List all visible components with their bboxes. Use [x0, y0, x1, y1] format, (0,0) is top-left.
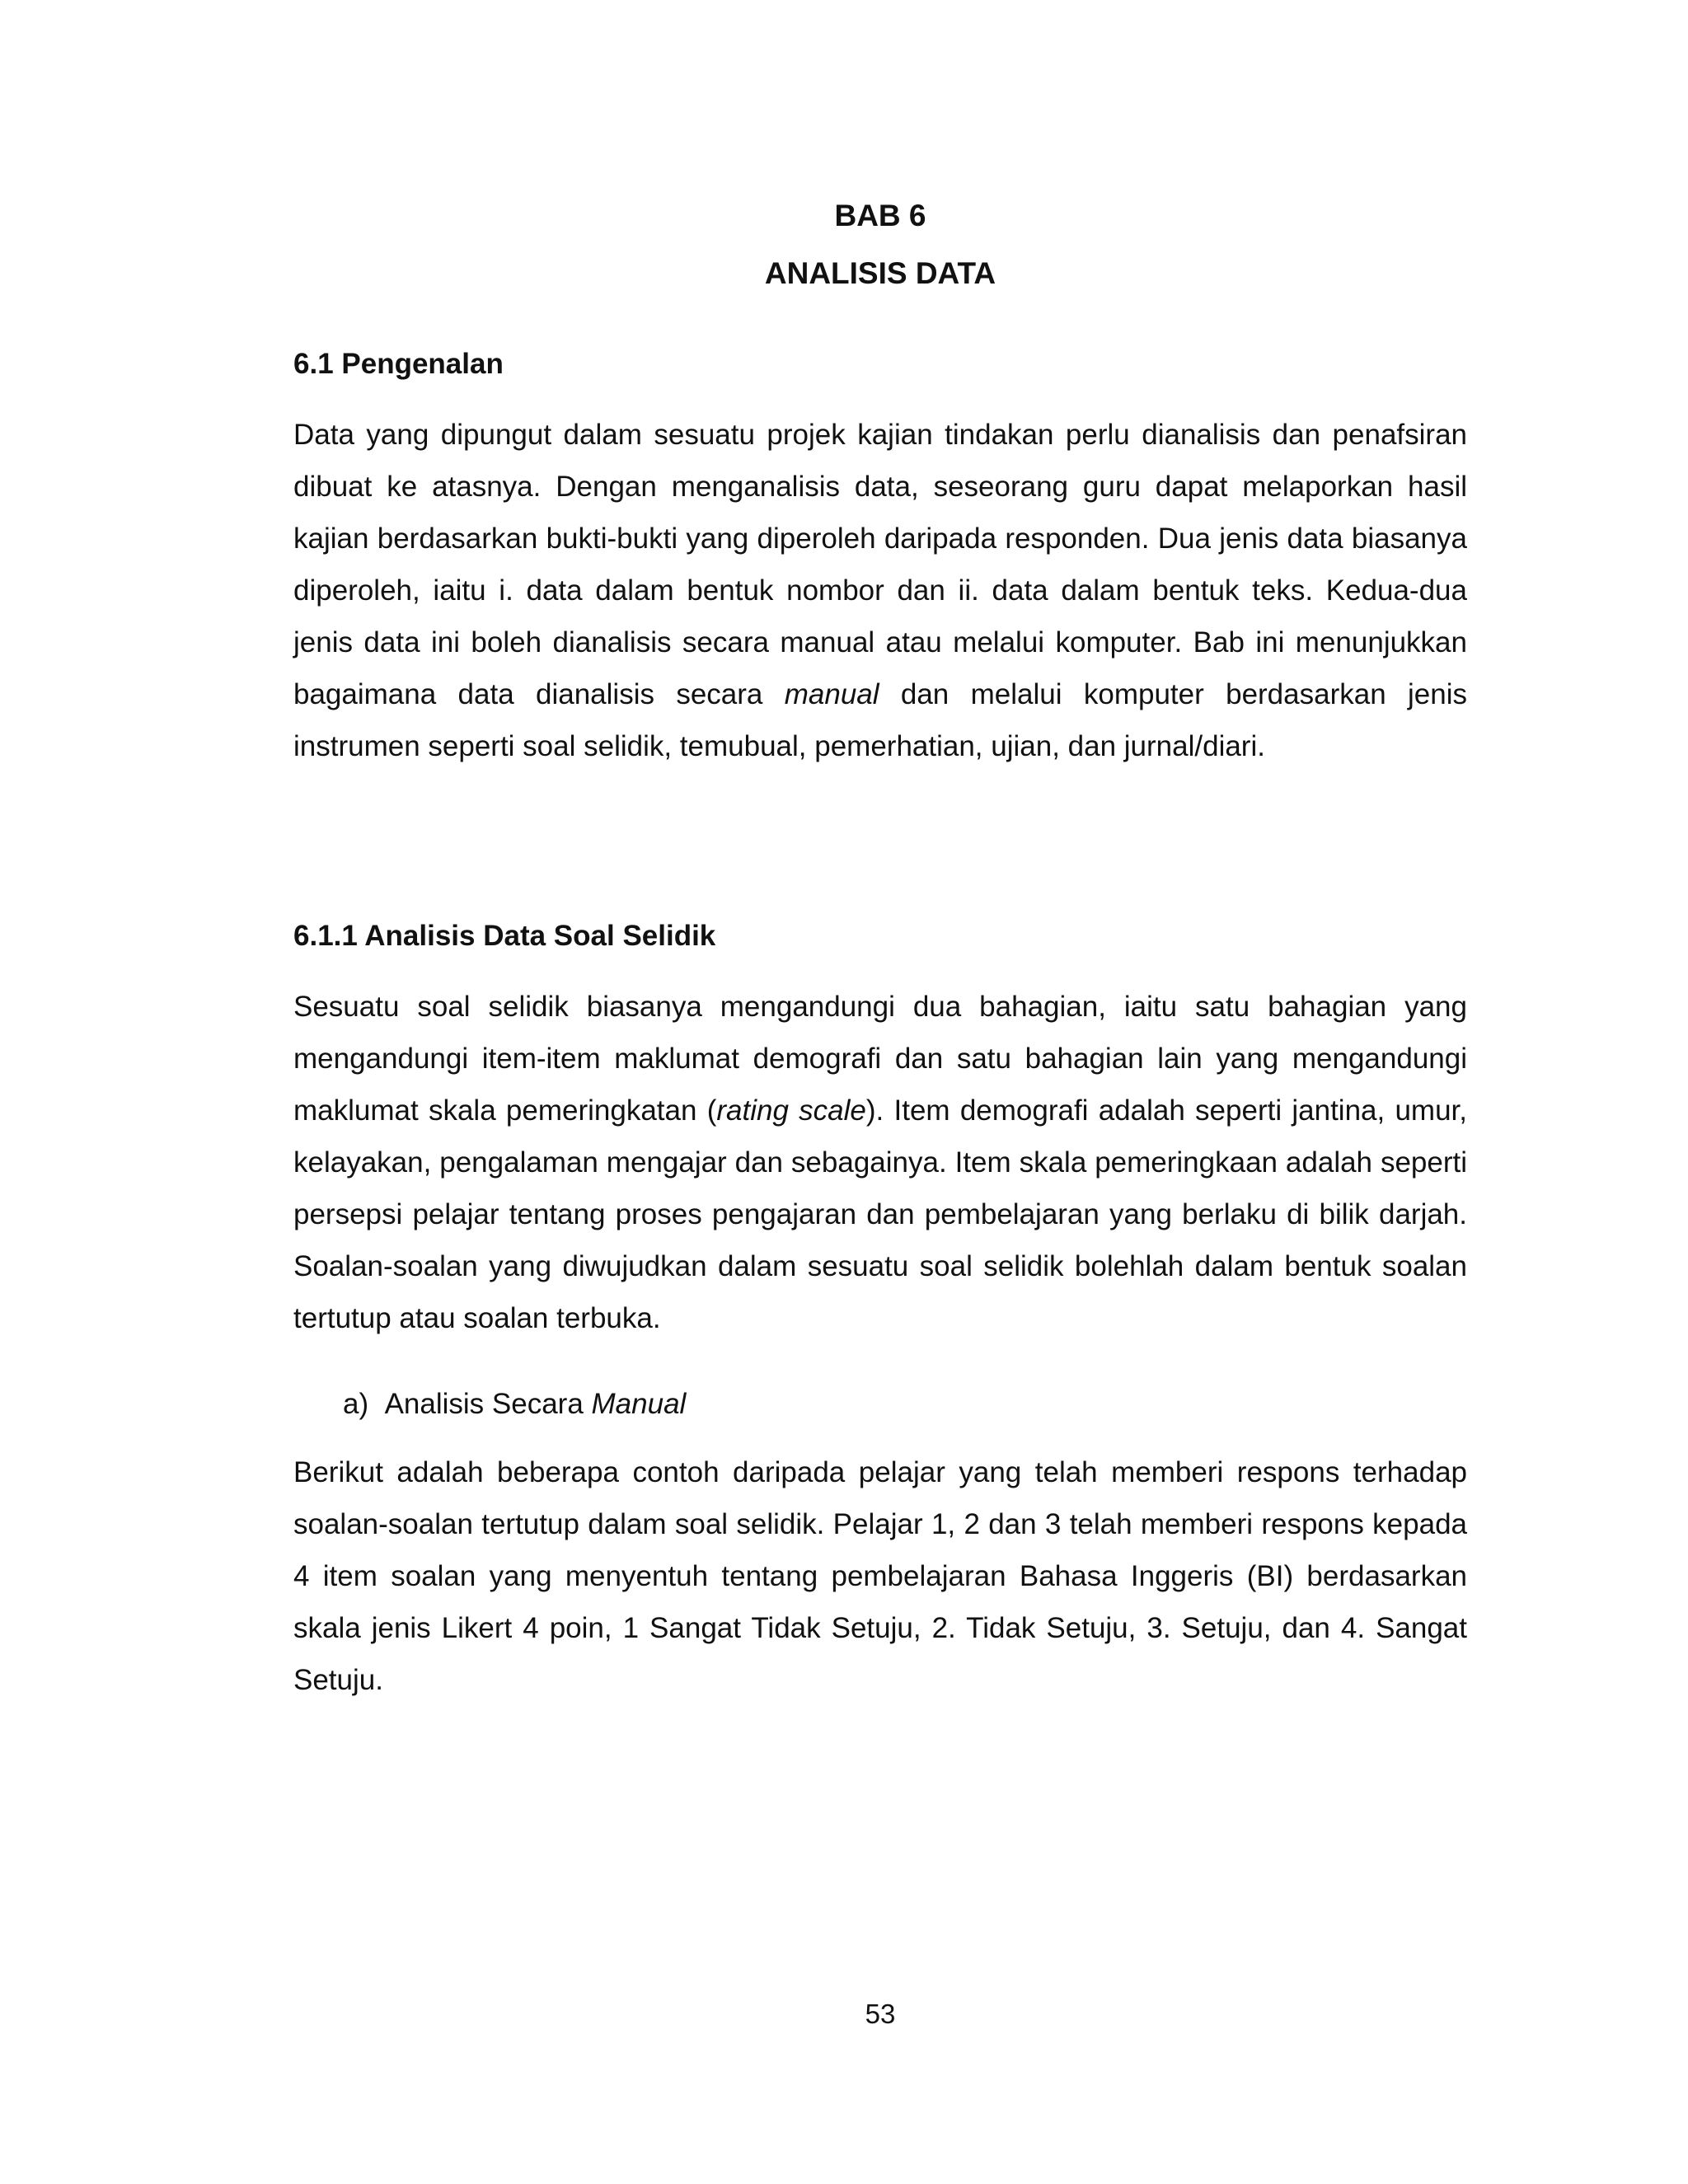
subsection-text: Analisis Secara — [384, 1388, 592, 1420]
chapter-title: ANALISIS DATA — [764, 256, 996, 290]
page-number: 53 — [865, 1999, 896, 2029]
paragraph-text: Sesuatu soal selidik biasanya mengandungi dua bahagian, iaitu satu bahagian yang mengandungi item-item maklumat demografi dan satu bahagian lain yang mengandungi maklumat skala pemeringkatan ( — [293, 991, 1467, 1127]
section-6-1-1-paragraph — [293, 981, 1467, 1344]
chapter-number: BAB 6 — [834, 199, 926, 232]
subsection-a-paragraph: Berikut adalah beberapa contoh daripada pelajar yang telah memberi respons terhadap soalan-soalan tertutup dalam soal selidik. Pelajar 1, 2 dan 3 telah memberi respons kepada 4 item soalan yang menyentuh tentang pembelajaran Bahasa Inggeris (BI) berdasarkan skala jenis Likert 4 poin, 1 Sangat Tidak Setuju, 2. Tidak Setuju, 3. Setuju, dan 4. Sangat Setuju. — [293, 1456, 1467, 1696]
subsection-a-heading — [343, 1387, 686, 1422]
section-heading-6-1: 6.1 Pengenalan — [293, 348, 504, 380]
paragraph-text: Data yang dipungut dalam sesuatu projek kajian tindakan perlu dianalisis dan penafsiran dibuat ke atasnya. Dengan menganalisis data, seseorang guru dapat melaporkan hasil kajian berdasarkan bukti-bukti yang diperoleh daripada responden. Dua jenis data biasanya diperoleh, iaitu i. data dalam bentuk nombor dan ii. data dalam bentuk teks. Kedua-dua jenis data ini boleh dianalisis secara manual atau melalui komputer. Bab ini menunjukkan bagaimana data dianalisis secara — [293, 419, 1467, 710]
subsection-label: a) — [343, 1388, 369, 1420]
section-heading-6-1-1: 6.1.1 Analisis Data Soal Selidik — [293, 920, 716, 952]
paragraph-text: ). Item demografi adalah seperti jantina, umur, kelayakan, pengalaman mengajar dan sebagainya. Item skala pemeringkaan adalah seperti persepsi pelajar tentang proses pengajaran dan pembelajaran yang berlaku di bilik darjah. Soalan-soalan yang diwujudkan dalam sesuatu soal selidik bolehlah dalam bentuk soalan tertutup atau soalan terbuka. — [293, 1094, 1468, 1334]
paragraph-italic-text: rating scale — [716, 1094, 866, 1127]
paragraph-text: dan melalui komputer berdasarkan jenis instrumen seperti soal selidik, temubual, pemerhatian, ujian, dan jurnal/diari. — [293, 678, 1467, 762]
subsection-italic-text: Manual — [591, 1388, 687, 1420]
paragraph-italic-text: manual — [784, 678, 879, 710]
section-6-1-paragraph — [293, 409, 1467, 772]
